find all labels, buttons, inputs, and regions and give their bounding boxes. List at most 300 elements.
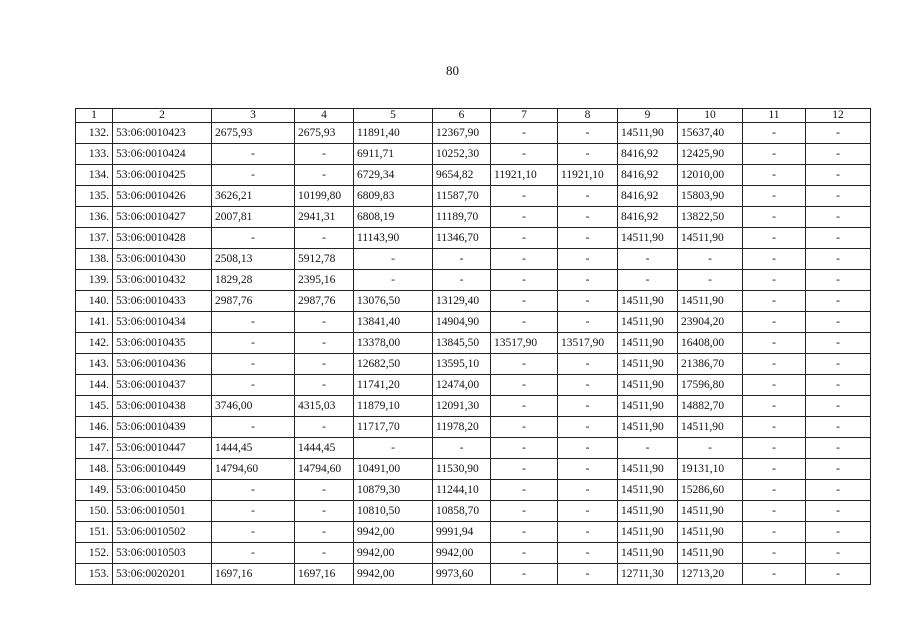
table-cell-col-4: 10199,80 [295,186,354,207]
table-cell-col-4: 2675,93 [295,123,354,144]
table-cell-col-10: 19131,10 [678,459,743,480]
table-cell-col-1: 146. [76,417,113,438]
table-cell-col-2: 53:06:0010427 [113,207,212,228]
table-cell-col-10: 14511,90 [678,543,743,564]
table-cell-col-6: 11346,70 [433,228,491,249]
table-cell-col-5: 10491,00 [354,459,433,480]
table-row [76,270,871,291]
table-cell-col-7: - [491,459,558,480]
table-cell-col-3: - [212,375,295,396]
table-cell-col-9: 12711,30 [618,564,678,585]
table-cell-col-9: 14511,90 [618,333,678,354]
table-cell-col-1: 133. [76,144,113,165]
table-row [76,186,871,207]
table-row [76,396,871,417]
table-cell-col-1: 136. [76,207,113,228]
data-table [75,108,871,585]
table-cell-col-3: 2987,76 [212,291,295,312]
table-cell-col-1: 151. [76,522,113,543]
table-cell-col-4: - [295,354,354,375]
table-cell-col-10: 15637,40 [678,123,743,144]
table-cell-col-11: - [743,480,806,501]
table-cell-col-6: 12091,30 [433,396,491,417]
table-row [76,543,871,564]
table-header [76,109,871,123]
table-row [76,291,871,312]
table-cell-col-5: 13841,40 [354,312,433,333]
table-cell-col-7: - [491,354,558,375]
table-cell-col-1: 140. [76,291,113,312]
table-cell-col-8: - [558,207,618,228]
table-row [76,480,871,501]
table-row [76,501,871,522]
table-cell-col-11: - [743,354,806,375]
table-cell-col-8: 13517,90 [558,333,618,354]
table-cell-col-2: 53:06:0010432 [113,270,212,291]
table-cell-col-10: 14511,90 [678,417,743,438]
table-row [76,375,871,396]
table-cell-col-3: 3626,21 [212,186,295,207]
table-cell-col-5: - [354,438,433,459]
table-row [76,354,871,375]
table-cell-col-7: - [491,207,558,228]
table-cell-col-9: - [618,270,678,291]
table-cell-col-7: - [491,480,558,501]
table-cell-col-5: 11717,70 [354,417,433,438]
table-cell-col-9: 8416,92 [618,144,678,165]
table-cell-col-2: 53:06:0020201 [113,564,212,585]
table-cell-col-12: - [806,144,871,165]
table-cell-col-8: - [558,312,618,333]
table-cell-col-7: - [491,375,558,396]
table-cell-col-3: 1444,45 [212,438,295,459]
table-cell-col-12: - [806,459,871,480]
table-cell-col-12: - [806,417,871,438]
table-cell-col-11: - [743,165,806,186]
table-cell-col-2: 53:06:0010449 [113,459,212,480]
table-cell-col-3: - [212,312,295,333]
column-header-10: 10 [678,109,743,123]
table-cell-col-10: 13822,50 [678,207,743,228]
table-cell-col-5: 11891,40 [354,123,433,144]
table-cell-col-10: - [678,270,743,291]
table-cell-col-7: 13517,90 [491,333,558,354]
table-cell-col-4: - [295,480,354,501]
table-cell-col-9: 14511,90 [618,480,678,501]
table-cell-col-1: 132. [76,123,113,144]
table-cell-col-12: - [806,354,871,375]
table-cell-col-12: - [806,522,871,543]
table-cell-col-2: 53:06:0010436 [113,354,212,375]
table-cell-col-10: 14511,90 [678,522,743,543]
column-header-1: 1 [76,109,113,123]
table-cell-col-4: 2987,76 [295,291,354,312]
header-row [76,109,871,123]
table-cell-col-1: 148. [76,459,113,480]
column-header-5: 5 [354,109,433,123]
table-cell-col-11: - [743,564,806,585]
column-header-6: 6 [433,109,491,123]
table-cell-col-6: 10252,30 [433,144,491,165]
table-cell-col-7: - [491,312,558,333]
table-cell-col-6: 11587,70 [433,186,491,207]
table-cell-col-8: - [558,501,618,522]
column-header-12: 12 [806,109,871,123]
table-cell-col-9: 14511,90 [618,522,678,543]
table-cell-col-4: 1444,45 [295,438,354,459]
table-cell-col-9: 14511,90 [618,396,678,417]
table-cell-col-10: 17596,80 [678,375,743,396]
table-cell-col-11: - [743,123,806,144]
table-cell-col-6: 12367,90 [433,123,491,144]
table-cell-col-11: - [743,228,806,249]
table-cell-col-10: 15803,90 [678,186,743,207]
table-cell-col-10: 12425,90 [678,144,743,165]
table-cell-col-6: - [433,270,491,291]
table-cell-col-9: 14511,90 [618,312,678,333]
table-cell-col-3: 2675,93 [212,123,295,144]
table-cell-col-9: 14511,90 [618,123,678,144]
table-cell-col-6: 12474,00 [433,375,491,396]
table-cell-col-4: - [295,522,354,543]
column-header-4: 4 [295,109,354,123]
table-cell-col-12: - [806,249,871,270]
table-cell-col-8: - [558,522,618,543]
table-cell-col-8: - [558,480,618,501]
table-cell-col-1: 139. [76,270,113,291]
table-cell-col-1: 147. [76,438,113,459]
table-cell-col-6: 13129,40 [433,291,491,312]
table-cell-col-8: - [558,291,618,312]
table-cell-col-2: 53:06:0010433 [113,291,212,312]
table-row [76,417,871,438]
table-cell-col-1: 144. [76,375,113,396]
table-cell-col-9: 14511,90 [618,375,678,396]
table-cell-col-9: - [618,438,678,459]
table-cell-col-3: - [212,165,295,186]
table-cell-col-9: 14511,90 [618,291,678,312]
table-cell-col-3: 2007,81 [212,207,295,228]
table-cell-col-8: - [558,228,618,249]
table-cell-col-9: 8416,92 [618,207,678,228]
table-cell-col-4: 4315,03 [295,396,354,417]
table-cell-col-4: 5912,78 [295,249,354,270]
table-cell-col-1: 150. [76,501,113,522]
table-cell-col-5: 11879,10 [354,396,433,417]
table-cell-col-12: - [806,228,871,249]
table-cell-col-8: 11921,10 [558,165,618,186]
table-cell-col-2: 53:06:0010426 [113,186,212,207]
table-cell-col-11: - [743,438,806,459]
table-cell-col-1: 143. [76,354,113,375]
table-cell-col-3: - [212,354,295,375]
table-cell-col-7: - [491,186,558,207]
table-cell-col-3: - [212,543,295,564]
table-cell-col-11: - [743,501,806,522]
table-cell-col-10: - [678,249,743,270]
table-cell-col-11: - [743,522,806,543]
table-cell-col-11: - [743,270,806,291]
table-cell-col-4: 14794,60 [295,459,354,480]
table-cell-col-2: 53:06:0010424 [113,144,212,165]
table-cell-col-6: 11244,10 [433,480,491,501]
table-cell-col-9: - [618,249,678,270]
table-cell-col-3: - [212,501,295,522]
table-cell-col-9: 14511,90 [618,354,678,375]
table-cell-col-12: - [806,396,871,417]
table-cell-col-5: 11143,90 [354,228,433,249]
table-cell-col-4: 2941,31 [295,207,354,228]
table-cell-col-7: - [491,417,558,438]
table-cell-col-10: 15286,60 [678,480,743,501]
table-cell-col-5: 10810,50 [354,501,433,522]
table-cell-col-9: 14511,90 [618,501,678,522]
table-cell-col-2: 53:06:0010450 [113,480,212,501]
table-cell-col-5: 6729,34 [354,165,433,186]
table-row [76,123,871,144]
table-cell-col-9: 14511,90 [618,417,678,438]
table-cell-col-6: 11978,20 [433,417,491,438]
column-header-7: 7 [491,109,558,123]
table-cell-col-9: 14511,90 [618,459,678,480]
table-cell-col-11: - [743,333,806,354]
column-header-3: 3 [212,109,295,123]
table-cell-col-8: - [558,375,618,396]
table-cell-col-3: - [212,144,295,165]
table-cell-col-11: - [743,144,806,165]
column-header-8: 8 [558,109,618,123]
table-cell-col-4: - [295,333,354,354]
table-cell-col-1: 145. [76,396,113,417]
table-cell-col-10: 16408,00 [678,333,743,354]
table-cell-col-2: 53:06:0010447 [113,438,212,459]
table-cell-col-5: 6911,71 [354,144,433,165]
table-cell-col-11: - [743,396,806,417]
table-cell-col-11: - [743,207,806,228]
table-cell-col-12: - [806,207,871,228]
table-cell-col-3: - [212,480,295,501]
table-cell-col-8: - [558,438,618,459]
table-cell-col-11: - [743,417,806,438]
table-cell-col-5: 13076,50 [354,291,433,312]
table-cell-col-2: 53:06:0010434 [113,312,212,333]
table-cell-col-7: - [491,501,558,522]
table-row [76,333,871,354]
table-cell-col-7: - [491,543,558,564]
table-cell-col-10: 23904,20 [678,312,743,333]
table-row [76,144,871,165]
table-cell-col-5: 9942,00 [354,522,433,543]
table-cell-col-4: - [295,165,354,186]
table-cell-col-4: - [295,375,354,396]
table-cell-col-5: 9942,00 [354,543,433,564]
table-cell-col-10: 14511,90 [678,501,743,522]
table-cell-col-3: 1697,16 [212,564,295,585]
table-cell-col-12: - [806,438,871,459]
table-cell-col-8: - [558,249,618,270]
table-cell-col-12: - [806,123,871,144]
table-cell-col-2: 53:06:0010425 [113,165,212,186]
table-cell-col-12: - [806,165,871,186]
table-cell-col-3: 1829,28 [212,270,295,291]
column-header-2: 2 [113,109,212,123]
table-cell-col-9: 14511,90 [618,543,678,564]
table-cell-col-2: 53:06:0010423 [113,123,212,144]
table-cell-col-6: 9973,60 [433,564,491,585]
table-cell-col-8: - [558,186,618,207]
table-cell-col-7: - [491,123,558,144]
table-cell-col-8: - [558,543,618,564]
table-cell-col-3: - [212,417,295,438]
table-cell-col-11: - [743,459,806,480]
table-cell-col-10: 14882,70 [678,396,743,417]
table-cell-col-10: 12713,20 [678,564,743,585]
table-cell-col-10: 12010,00 [678,165,743,186]
table-cell-col-4: - [295,543,354,564]
table-cell-col-11: - [743,186,806,207]
table-cell-col-9: 8416,92 [618,165,678,186]
table-cell-col-7: - [491,144,558,165]
table-cell-col-7: - [491,396,558,417]
table-cell-col-12: - [806,480,871,501]
table-row [76,438,871,459]
table-cell-col-6: 9654,82 [433,165,491,186]
table-cell-col-7: - [491,291,558,312]
table-cell-col-7: - [491,522,558,543]
table-cell-col-12: - [806,564,871,585]
table-cell-col-8: - [558,396,618,417]
table-cell-col-4: 2395,16 [295,270,354,291]
table-row [76,522,871,543]
table-cell-col-5: 11741,20 [354,375,433,396]
table-row [76,228,871,249]
column-header-11: 11 [743,109,806,123]
table-cell-col-6: 11189,70 [433,207,491,228]
table-cell-col-12: - [806,270,871,291]
table-cell-col-5: 6809,83 [354,186,433,207]
table-cell-col-8: - [558,417,618,438]
table-cell-col-6: 10858,70 [433,501,491,522]
table-cell-col-6: 13595,10 [433,354,491,375]
table-cell-col-2: 53:06:0010430 [113,249,212,270]
table-cell-col-6: 9991,94 [433,522,491,543]
table-cell-col-6: 14904,90 [433,312,491,333]
table-cell-col-3: - [212,522,295,543]
table-cell-col-10: - [678,438,743,459]
table-cell-col-7: - [491,270,558,291]
table-cell-col-8: - [558,270,618,291]
table-cell-col-12: - [806,312,871,333]
table-cell-col-4: - [295,501,354,522]
table-row [76,249,871,270]
table-cell-col-12: - [806,333,871,354]
table-cell-col-4: - [295,417,354,438]
table-cell-col-4: - [295,312,354,333]
table-cell-col-5: 6808,19 [354,207,433,228]
table-cell-col-2: 53:06:0010502 [113,522,212,543]
table-cell-col-7: - [491,564,558,585]
table-cell-col-6: 9942,00 [433,543,491,564]
table-cell-col-1: 152. [76,543,113,564]
table-body [76,123,871,585]
table-cell-col-2: 53:06:0010501 [113,501,212,522]
table-cell-col-4: - [295,144,354,165]
table-cell-col-8: - [558,144,618,165]
table-cell-col-6: - [433,249,491,270]
table-cell-col-3: 2508,13 [212,249,295,270]
table-cell-col-7: - [491,438,558,459]
table-cell-col-12: - [806,186,871,207]
table-cell-col-5: - [354,249,433,270]
table-cell-col-8: - [558,354,618,375]
table-cell-col-10: 14511,90 [678,291,743,312]
table-cell-col-2: 53:06:0010437 [113,375,212,396]
table-row [76,459,871,480]
table-cell-col-2: 53:06:0010439 [113,417,212,438]
table-cell-col-1: 149. [76,480,113,501]
table-cell-col-7: 11921,10 [491,165,558,186]
table-cell-col-1: 141. [76,312,113,333]
table-cell-col-12: - [806,501,871,522]
table-cell-col-5: 9942,00 [354,564,433,585]
table-cell-col-9: 8416,92 [618,186,678,207]
table-cell-col-11: - [743,291,806,312]
table-cell-col-11: - [743,543,806,564]
table-cell-col-5: 12682,50 [354,354,433,375]
table-cell-col-3: 3746,00 [212,396,295,417]
table-cell-col-1: 137. [76,228,113,249]
table-cell-col-9: 14511,90 [618,228,678,249]
table-cell-col-7: - [491,228,558,249]
table-cell-col-8: - [558,123,618,144]
table-cell-col-5: - [354,270,433,291]
table-row [76,207,871,228]
table-row [76,564,871,585]
table-cell-col-5: 13378,00 [354,333,433,354]
table-cell-col-2: 53:06:0010503 [113,543,212,564]
table-cell-col-6: - [433,438,491,459]
table-cell-col-6: 11530,90 [433,459,491,480]
table-cell-col-8: - [558,459,618,480]
table-cell-col-10: 21386,70 [678,354,743,375]
table-cell-col-12: - [806,291,871,312]
table-cell-col-2: 53:06:0010428 [113,228,212,249]
table-cell-col-12: - [806,375,871,396]
page-number: 80 [446,63,459,78]
table-cell-col-1: 153. [76,564,113,585]
table-cell-col-3: - [212,228,295,249]
table-cell-col-3: - [212,333,295,354]
table-row [76,312,871,333]
table-cell-col-1: 135. [76,186,113,207]
table-cell-col-10: 14511,90 [678,228,743,249]
table-cell-col-2: 53:06:0010435 [113,333,212,354]
table-cell-col-2: 53:06:0010438 [113,396,212,417]
table-cell-col-3: 14794,60 [212,459,295,480]
table-cell-col-1: 134. [76,165,113,186]
table-cell-col-7: - [491,249,558,270]
table-row [76,165,871,186]
table-cell-col-4: 1697,16 [295,564,354,585]
column-header-9: 9 [618,109,678,123]
table-cell-col-4: - [295,228,354,249]
table-cell-col-11: - [743,312,806,333]
table-cell-col-5: 10879,30 [354,480,433,501]
table-cell-col-12: - [806,543,871,564]
table-cell-col-6: 13845,50 [433,333,491,354]
table-cell-col-11: - [743,375,806,396]
table-cell-col-11: - [743,249,806,270]
